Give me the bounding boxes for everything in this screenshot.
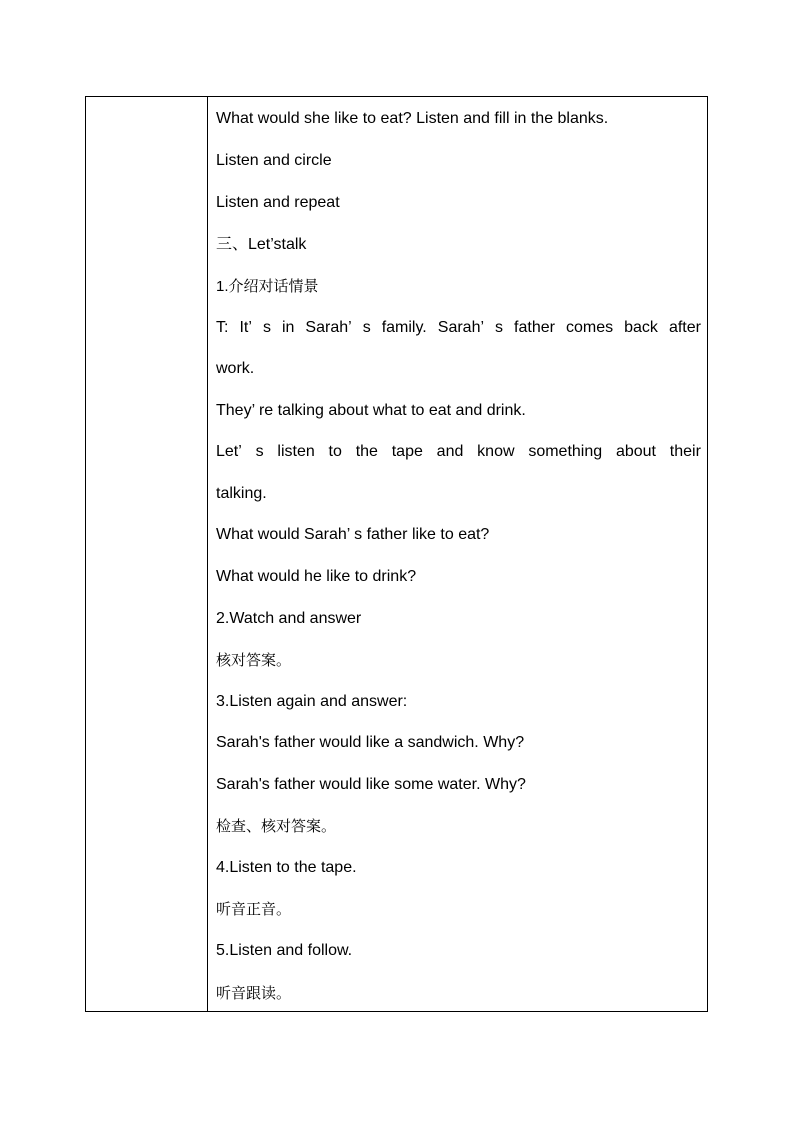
word: It’: [239, 319, 252, 336]
table-right-cell: [208, 97, 707, 1011]
word: the: [355, 443, 378, 460]
word: family.: [381, 319, 427, 336]
text-line: 4.Listen to the tape.: [216, 859, 357, 876]
lesson-table: [85, 96, 708, 1012]
text-line: What would he like to drink?: [216, 568, 417, 585]
text-line: Sarah's father would like a sandwich. Why?: [216, 734, 525, 751]
word: s: [495, 319, 504, 336]
word: their: [669, 443, 701, 460]
word: to: [328, 443, 342, 460]
text-line: 听音跟读。: [216, 985, 292, 1002]
text-line-justified: [216, 442, 701, 462]
word: s: [362, 319, 371, 336]
text-line: Listen and repeat: [216, 194, 340, 211]
text-line-justified: [216, 318, 701, 338]
section-heading: 三、Let’stalk: [216, 236, 307, 253]
text-line: They’ re talking about what to eat and drink.: [216, 402, 526, 419]
text-line: 5.Listen and follow.: [216, 942, 353, 959]
word: something: [528, 443, 603, 460]
text-line: talking.: [216, 485, 267, 502]
text-line: work.: [216, 360, 255, 377]
text-line: What would she like to eat? Listen and fill in the blanks.: [216, 110, 609, 127]
word: in: [281, 319, 295, 336]
word: back: [624, 319, 658, 336]
word: Sarah’: [437, 319, 485, 336]
word: know: [477, 443, 515, 460]
text-line: Listen and circle: [216, 152, 332, 169]
text-line: 3.Listen again and answer:: [216, 693, 408, 710]
text-line: 听音正音。: [216, 901, 292, 918]
word: tape: [391, 443, 423, 460]
word: T:: [216, 319, 229, 336]
word: s: [262, 319, 271, 336]
text-line: 核对答案。: [216, 652, 292, 669]
text-line: Sarah's father would like some water. Why?: [216, 776, 526, 793]
text-line: What would Sarah’ s father like to eat?: [216, 526, 490, 543]
word: Sarah’: [305, 319, 352, 336]
word: and: [436, 443, 464, 460]
text-line: 检查、核对答案。: [216, 818, 337, 835]
text-line: 2.Watch and answer: [216, 610, 362, 627]
word: after: [668, 319, 701, 336]
word: s: [255, 443, 264, 460]
word: comes: [565, 319, 614, 336]
text-line: 1.介绍对话情景: [216, 278, 319, 295]
word: Let’: [216, 443, 242, 460]
table-left-cell: [86, 97, 208, 1011]
word: about: [615, 443, 656, 460]
word: father: [514, 319, 555, 336]
word: listen: [277, 443, 315, 460]
